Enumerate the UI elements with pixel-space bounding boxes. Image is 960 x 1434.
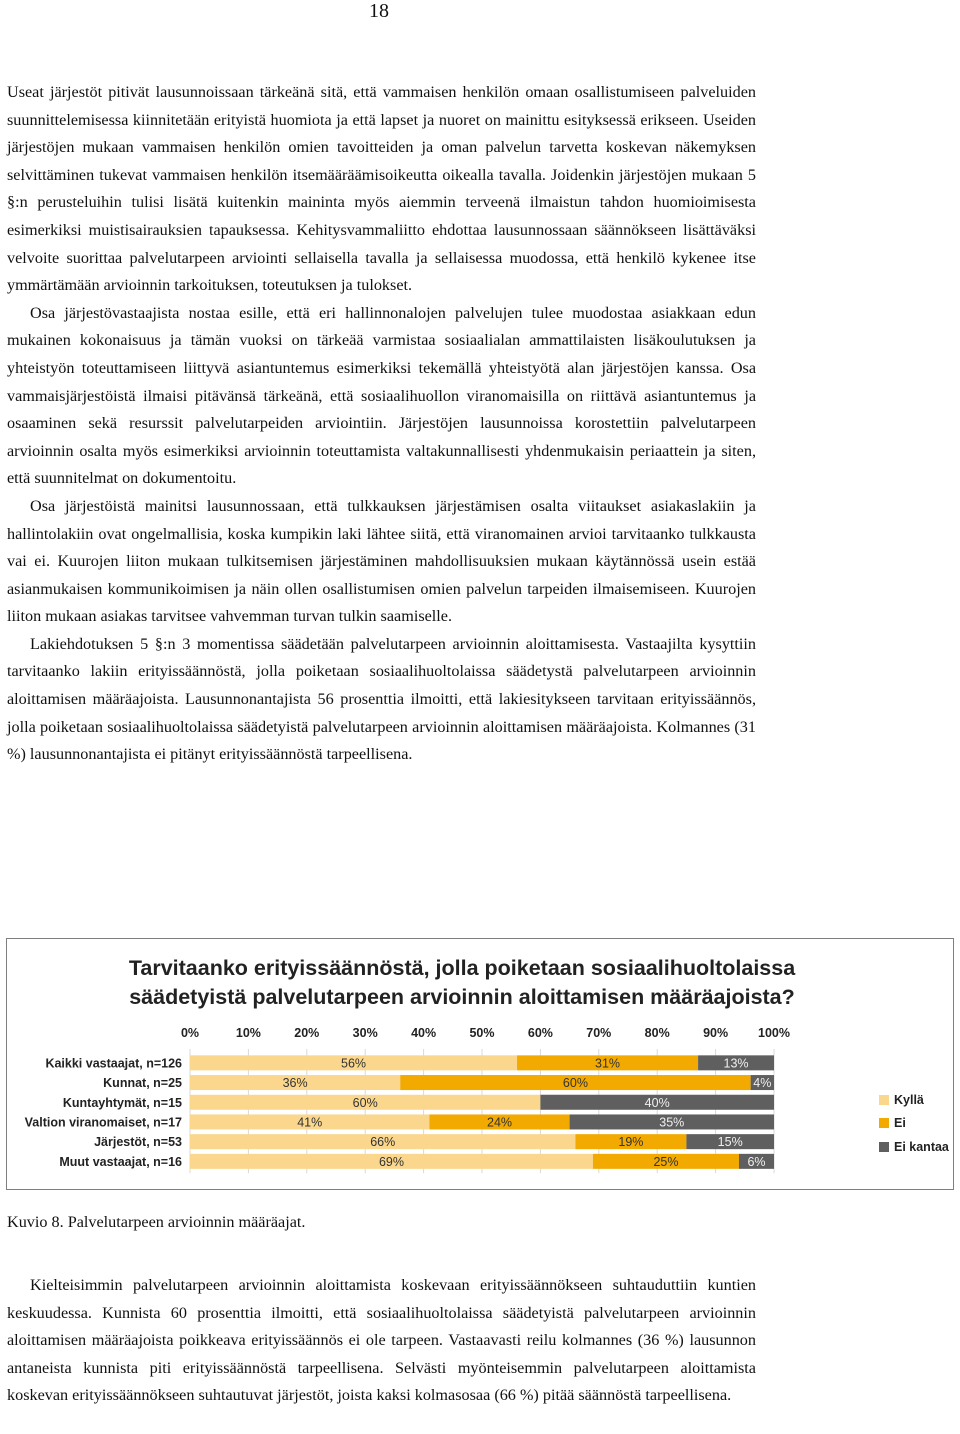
data-label: 4% [753, 1076, 772, 1091]
data-label: 35% [659, 1115, 685, 1130]
data-label: 60% [562, 1076, 588, 1091]
data-label: 60% [352, 1095, 378, 1110]
data-label: 69% [378, 1154, 404, 1169]
after-text [7, 1272, 756, 1410]
legend-label: Ei [894, 1116, 906, 1130]
x-tick-label: 80% [644, 1026, 670, 1040]
x-tick-label: 50% [469, 1026, 495, 1040]
legend-label: Kyllä [894, 1093, 924, 1107]
x-tick-label: 70% [586, 1026, 612, 1040]
data-label: 24% [487, 1115, 513, 1130]
data-label: 31% [595, 1056, 621, 1071]
body-text [7, 79, 756, 769]
data-label: 19% [618, 1135, 644, 1150]
data-label: 15% [717, 1135, 743, 1150]
chart-title-line-1: Tarvitaanko erityissäännöstä, jolla poiketaan sosiaalihuoltolaissa [128, 956, 796, 980]
legend-swatch [879, 1142, 889, 1152]
figure-caption: Kuvio 8. Palvelutarpeen arvioinnin määräajat. [7, 1213, 306, 1231]
category-label: Kaikki vastaajat, n=126 [45, 1056, 182, 1071]
data-label: 56% [341, 1056, 367, 1071]
legend-swatch [879, 1095, 889, 1105]
legend-label: Ei kantaa [894, 1140, 949, 1154]
category-label: Valtion viranomaiset, n=17 [24, 1115, 182, 1130]
paragraph-3: Osa järjestöistä mainitsi lausunnossaan, että tulkkauksen järjestämisen osalta viitaukset asiakaslakiin ja hallintolakiin ovat ongelmallisia, koska kumpikin laki lähtee siitä, että viranomainen arvioi tarvitaanko tulkkausta vai ei. Kuurojen liiton mukaan tulkitsemisen järjestäminen mahdollisuuksien mukaan käytännössä usein estää asianmukaisen kommunikoimisen ja näin ollen osallistumisen omien palvelun tarpeiden ilmaisemiseen. Kuurojen liiton mukaan asiakas tarvitsee vahvemman turvan tulkin saamiselle. [7, 496, 756, 626]
category-label: Kunnat, n=25 [103, 1076, 182, 1091]
paragraph-5: Kielteisimmin palvelutarpeen arvioinnin aloittamista koskevaan erityissäännökseen suhtauduttiin kuntien keskuudessa. Kunnista 60 prosenttia ilmoitti, että sosiaalihuoltolaissa säädetyistä palvelutarpeen arvioinnin aloittamisen määräajoista poikkeava erityissäännös ei ole tarpeen. Vastaavasti reilu kolmannes (36 %) lausunnon antaneista kunnista piti erityissäännöstä tarpeellisena. Selvästi myönteisemmin palvelutarpeen aloittamista koskevan erityissäännökseen suhtautuvat järjestöt, joista kaksi kolmasosaa (66 %) pitää säännöstä tarpeellisena. [7, 1276, 756, 1405]
data-label: 6% [747, 1154, 766, 1169]
x-tick-label: 40% [411, 1026, 437, 1040]
legend-swatch [879, 1118, 889, 1128]
chart-title-line-2: säädetyistä palvelutarpeen arvioinnin aloittamisen määräajoista? [129, 985, 795, 1009]
x-tick-label: 0% [180, 1026, 200, 1040]
x-tick-label: 20% [294, 1026, 320, 1040]
category-label: Järjestöt, n=53 [94, 1135, 182, 1150]
category-label: Kuntayhtymät, n=15 [62, 1095, 182, 1110]
x-tick-label: 60% [527, 1026, 553, 1040]
x-tick-label: 10% [235, 1026, 261, 1040]
x-tick-label: 100% [758, 1026, 790, 1040]
x-tick-label: 30% [352, 1026, 378, 1040]
data-label: 13% [723, 1056, 749, 1071]
category-label: Muut vastaajat, n=16 [59, 1154, 182, 1169]
data-label: 25% [653, 1154, 679, 1169]
paragraph-2: Osa järjestövastaajista nostaa esille, että eri hallinnonalojen palvelujen tulee muodostaa asiakkaan edun mukainen kokonaisuus ja tämän vuoksi on tärkeää varmistaa sosiaalialan ammattilaisten lisäkoulutuksen ja yhteistyön toteuttamiseen liittyvä asiantuntemus esimerkiksi tekemällä yhteistyötä alan järjestöjen kanssa. Osa vammaisjärjestöistä ilmaisi pitävänsä tärkeänä, että sosiaalihuollon viranomaisilla on riittävä asiantuntemus ja osaaminen sekä resurssit palvelutarpeiden arviointiin. Järjestöjen lausunnoissa korostettiin palvelutarpeen arvioinnin osalta myös esimerkiksi arvioinnin toteuttamista valtakunnallisesti yhdenmukaisin periaattein ja siten, että suunnitelmat on dokumentoitu. [7, 303, 756, 488]
data-label: 66% [370, 1135, 396, 1150]
data-label: 36% [282, 1076, 308, 1091]
chart-figure [6, 938, 954, 1190]
paragraph-1: Useat järjestöt pitivät lausunnoissaan tärkeänä sitä, että vammaisen henkilön omaan osallistumiseen palveluiden suunnittelemisessa kiinnitetään erityistä huomiota ja että lapset ja nuoret on mainittu esityksessä erikseen. Useiden järjestöjen mukaan vammaisen henkilön omien tavoitteiden ja oman palvelun tarvetta koskevan näkemyksen selvittäminen tukevat vammaisen henkilön itsemääräämisoikeutta oikealla tavalla. Joidenkin järjestöjen mukaan 5 §:n perusteluihin tulisi lisätä kuitenkin maininta myös aiemmin terveenä ilmaistun tahdon huomioimisesta esimerkiksi muistisairauksien tapauksessa. Kehitysvammaliitto ehdottaa lausunnossaan säännökseen lisättäväksi velvoite suorittaa palvelutarpeen arviointi sellaisella tavalla ja sellaisessa muodossa, että henkilö kykenee itse ymmärtämään arvioinnin tarkoituksen, toteutuksen ja tulokset. [7, 83, 756, 295]
page-number: 18 [369, 0, 389, 22]
x-tick-label: 90% [703, 1026, 729, 1040]
data-label: 41% [297, 1115, 323, 1130]
paragraph-4: Lakiehdotuksen 5 §:n 3 momentissa säädetään palvelutarpeen arvioinnin aloittamisesta. Vastaajilta kysyttiin tarvitaanko lakiin erityissäännöstä, jolla poiketaan sosiaalihuoltolaissa säädetystä palvelutarpeen arvioinnin aloittamisen määräajoista. Lausunnonantajista 56 prosenttia ilmoitti, että lakiesitykseen tarvitaan erityissäännös, jolla poiketaan sosiaalihuoltolaissa säädetyistä palvelutarpeen arvioinnin aloittamisen määräajoista. Kolmannes (31 %) lausunnonantajista ei pitänyt erityissäännöstä tarpeellisena. [7, 634, 756, 764]
stacked-bar-chart [7, 939, 953, 1189]
data-label: 40% [644, 1095, 670, 1110]
